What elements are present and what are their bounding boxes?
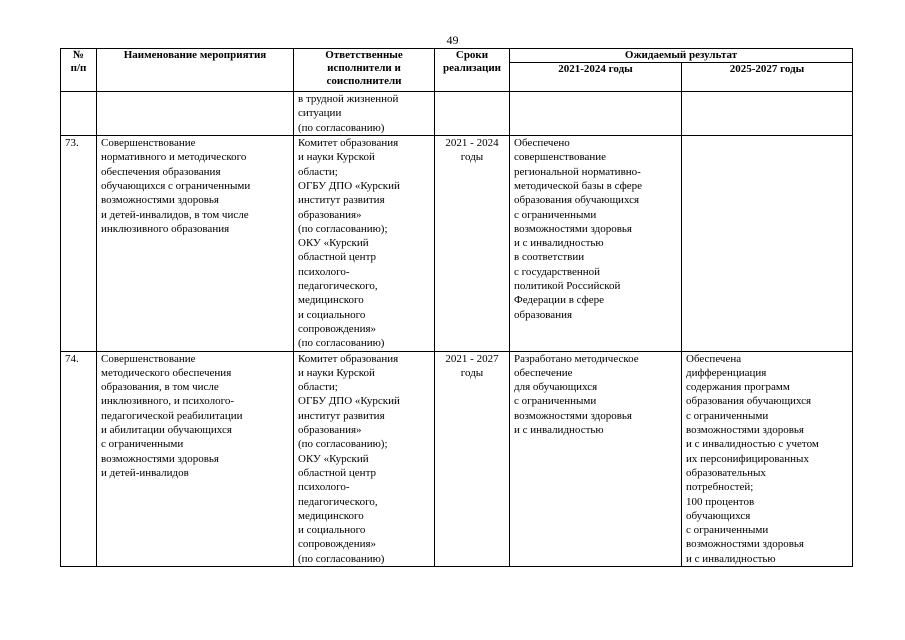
row-result-2021-2024 <box>510 92 682 136</box>
header-result: Ожидаемый результат <box>510 49 853 63</box>
row-result-2025-2027 <box>682 136 853 351</box>
table-row <box>61 136 853 351</box>
header-period-2021-2024: 2021-2024 годы <box>510 63 682 92</box>
row-name: Совершенствование методического обеспечения образования, в том числе инклюзивного, и психолого- педагогической реабилитации и абилитации обучающихся с ограниченными возможностями здоровья и детей-инвалидов <box>97 351 294 566</box>
row-num: 73. <box>61 136 97 351</box>
row-result-2021-2024: Обеспечено совершенствование региональной нормативно- методической базы в сфере образования обучающихся с ограниченными возможностями здоровья и с инвалидностью в соответствии с государственной политикой Российской Федерации в сфере образования <box>510 136 682 351</box>
row-name: Совершенствование нормативного и методического обеспечения образования обучающихся с ограниченными возможностями здоровья и детей-инвалидов, в том числе инклюзивного образования <box>97 136 294 351</box>
table-row <box>61 92 853 136</box>
row-executors: Комитет образования и науки Курской области; ОГБУ ДПО «Курский институт развития образования» (по согласованию); ОКУ «Курский областной центр психолого- педагогического, медицинского и социального сопровождения» (по согласованию) <box>294 351 435 566</box>
row-result-2025-2027 <box>682 92 853 136</box>
row-executors: Комитет образования и науки Курской области; ОГБУ ДПО «Курский институт развития образования» (по согласованию); ОКУ «Курский областной центр психолого- педагогического, медицинского и социального сопровождения» (по согласованию) <box>294 136 435 351</box>
table-row <box>61 351 853 566</box>
header-period-2025-2027: 2025-2027 годы <box>682 63 853 92</box>
row-term: 2021 - 2024 годы <box>435 136 510 351</box>
row-num <box>61 92 97 136</box>
page-number: 49 <box>446 33 459 47</box>
header-executors: Ответственные исполнители и соисполнители <box>294 49 435 92</box>
plan-table <box>60 48 853 567</box>
row-num: 74. <box>61 351 97 566</box>
row-name <box>97 92 294 136</box>
row-executors: в трудной жизненной ситуации (по согласованию) <box>294 92 435 136</box>
row-term <box>435 92 510 136</box>
row-term: 2021 - 2027 годы <box>435 351 510 566</box>
header-name: Наименование мероприятия <box>97 49 294 92</box>
header-term: Сроки реализации <box>435 49 510 92</box>
table-header-row <box>61 49 853 63</box>
row-result-2021-2024: Разработано методическое обеспечение для обучающихся с ограниченными возможностями здоровья и с инвалидностью <box>510 351 682 566</box>
header-num: № п/п <box>61 49 97 92</box>
row-result-2025-2027: Обеспечена дифференциация содержания программ образования обучающихся с ограниченными возможностями здоровья и с инвалидностью с учетом их персонифицированных образовательных потребностей; 100 процентов обучающихся с ограниченными возможностями здоровья и с инвалидностью <box>682 351 853 566</box>
